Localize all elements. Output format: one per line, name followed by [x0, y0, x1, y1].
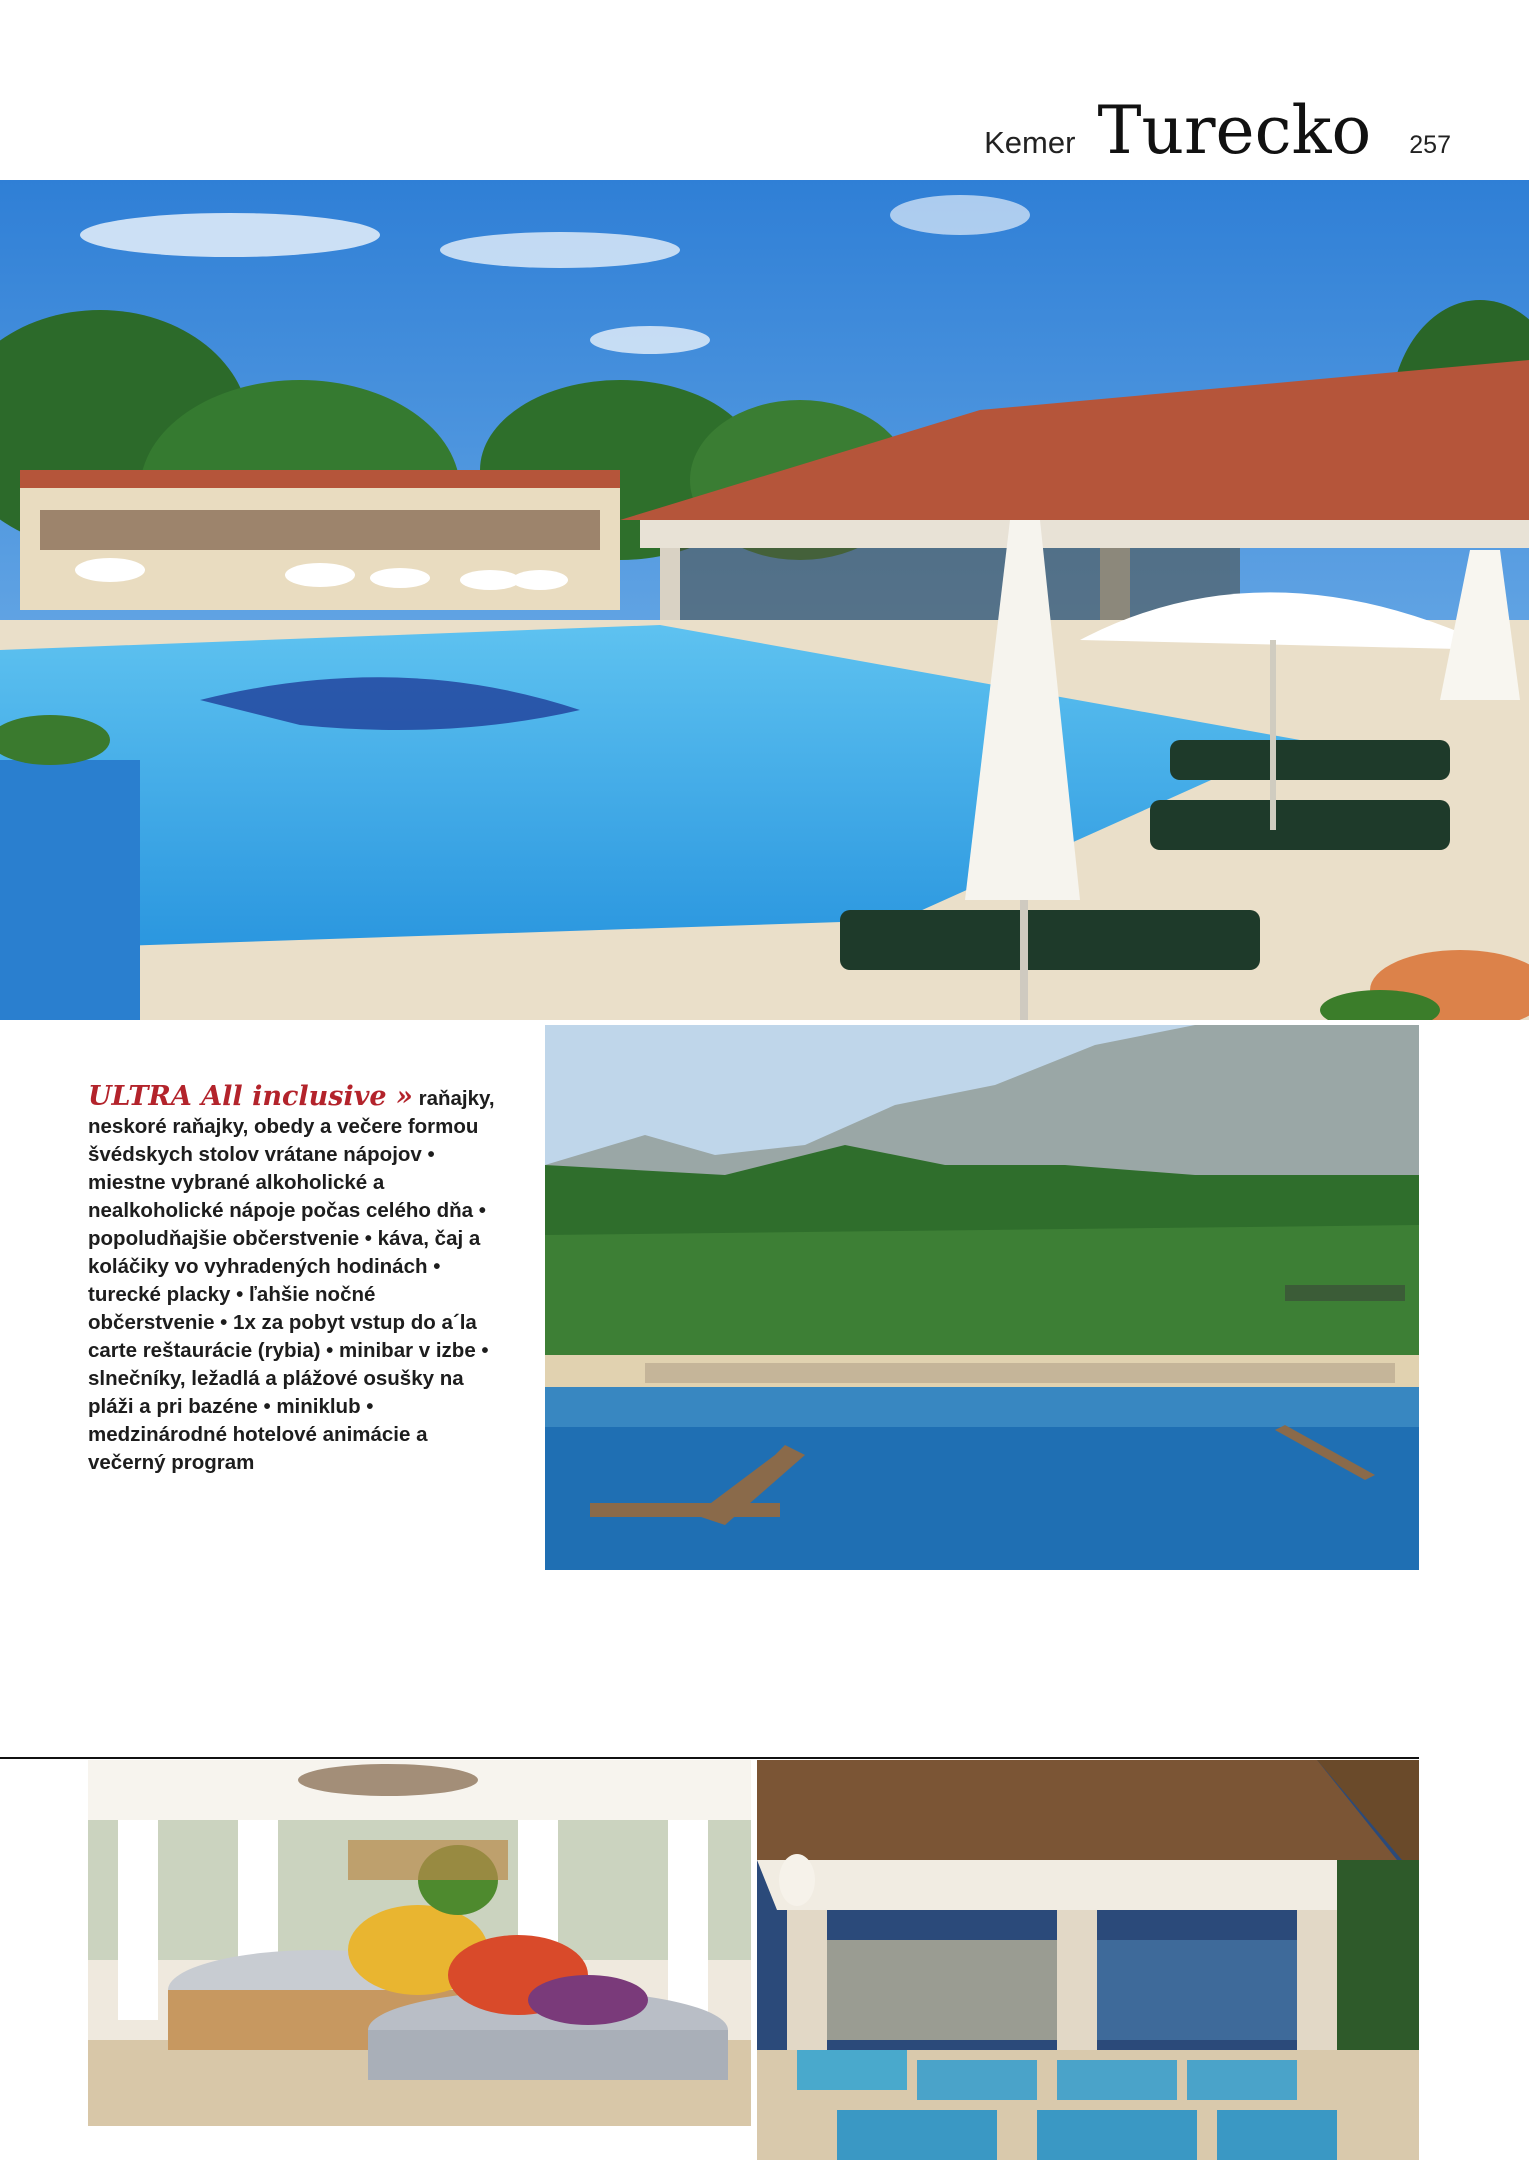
page-number: 257	[1409, 131, 1451, 159]
buffet-photo	[88, 1760, 751, 2126]
board-title: ULTRA All inclusive »	[88, 1081, 413, 1112]
beach-photo	[545, 1025, 1419, 1570]
country-title: Turecko	[1097, 92, 1372, 169]
board-text: raňajky, neskoré raňajky, obedy a večere formou švédskych stolov vrátane nápojov • miestne vybrané alkoholické a nealkoholické nápoje počas celého dňa • popoludňajšie občerstvenie • káva, čaj a koláčiky vo vyhradených hodinách • turecké placky • ľahšie nočné občerstvenie • 1x za pobyt vstup do a´la carte reštaurácie (rybia) • minibar v izbe • slnečníky, ležadlá a plážové osušky na pláži a pri bazéne • miniklub • medzinárodné hotelové animácie a večerný program	[88, 1087, 495, 1474]
region-name: Kemer	[984, 125, 1076, 160]
restaurant-photo	[757, 1760, 1419, 2160]
divider-line	[0, 1757, 1419, 1759]
pool-photo	[0, 180, 1529, 1020]
board-description	[88, 1083, 496, 1477]
page-header	[984, 92, 1451, 172]
